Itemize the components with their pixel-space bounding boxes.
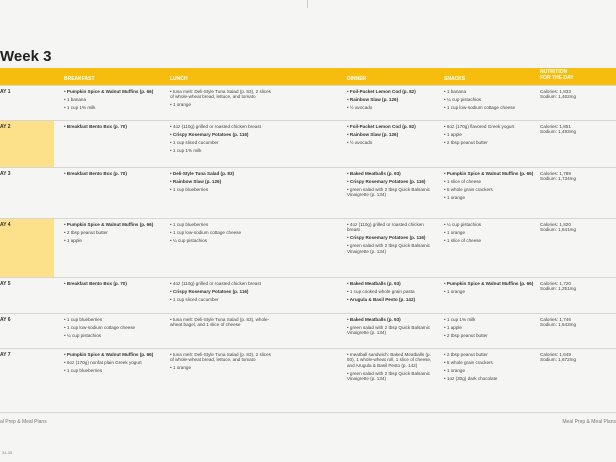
snacks-cell bbox=[444, 222, 536, 246]
meal-item: • ½ avocado bbox=[347, 140, 373, 145]
nutrition-cell bbox=[540, 352, 614, 363]
meal-item: • green salad with 2 tbsp Quick Balsamic Vinaigrette (p. 134) bbox=[347, 187, 431, 198]
meal-item: • 2 tbsp peanut butter bbox=[444, 140, 488, 145]
row-divider bbox=[0, 412, 616, 413]
header-nutrition bbox=[540, 69, 573, 81]
meal-item: • Baked Meatballs (p. 93) bbox=[347, 171, 401, 176]
nutrition-cell bbox=[540, 222, 614, 233]
meal-item: • 1 slice of cheese bbox=[444, 238, 482, 243]
meal-item: • 1 slice of cheese bbox=[444, 179, 482, 184]
meal-item: • ¼ cup pistachios bbox=[170, 238, 208, 243]
snacks-cell bbox=[444, 281, 536, 297]
page-title: Week 3 bbox=[0, 48, 52, 65]
row-divider bbox=[0, 218, 616, 219]
meal-item: • 1 cup low-sodium cottage cheese bbox=[170, 230, 242, 235]
lunch-cell bbox=[170, 89, 275, 110]
meal-item: • 1 orange bbox=[444, 195, 466, 200]
meal-item: • 1 orange bbox=[444, 368, 466, 373]
day-label: AY 3 bbox=[0, 171, 11, 177]
lunch-cell bbox=[170, 124, 275, 156]
day-label: AY 4 bbox=[0, 222, 11, 228]
breakfast-cell bbox=[64, 281, 160, 289]
meal-item: • 1 cup sliced cucumber bbox=[170, 297, 219, 302]
meal-item: • tuna melt: Deli-Style Tuna Salad (p. 83), 2 slices of whole-wheat bread, lettuce, and tomato bbox=[170, 352, 271, 363]
meal-item: • Pumpkin Spice & Walnut Muffins (p. 66) bbox=[64, 352, 154, 357]
meal-item: • 6oz (170g) flavored Greek yogurt bbox=[444, 124, 515, 129]
meal-item: • Crispy Rosemary Potatoes (p. 116) bbox=[347, 179, 426, 184]
sodium-value: Sodium: 1,251mg bbox=[540, 286, 577, 292]
dinner-cell bbox=[347, 352, 437, 384]
meal-item: • 5 whole grain crackers bbox=[444, 187, 493, 192]
meal-item: • Crispy Rosemary Potatoes (p. 116) bbox=[170, 132, 249, 137]
meal-item: • meatball sandwich: Baked Meatballs (p. 93), 1 whole-wheat roll, 1 slice of cheese, and Arugula & Basil Pesto (p. 142) bbox=[347, 352, 432, 368]
snacks-cell bbox=[444, 124, 536, 148]
meal-item: • 4oz (110g) grilled or roasted chicken breast bbox=[170, 124, 261, 129]
meal-item: • ¼ cup pistachios bbox=[64, 333, 102, 338]
meal-item: • 1 orange bbox=[170, 102, 192, 108]
meal-item: • 1 cup blueberries bbox=[64, 368, 103, 373]
breakfast-cell bbox=[64, 352, 160, 376]
meal-item: • Arugula & Basil Pesto (p. 142) bbox=[347, 297, 416, 302]
lunch-cell bbox=[170, 222, 275, 246]
calories-value: Calories: 1,833 bbox=[540, 89, 571, 94]
row-divider bbox=[0, 167, 616, 168]
header-breakfast: BREAKFAST bbox=[64, 76, 95, 82]
header-dinner: DINNER bbox=[347, 76, 367, 82]
meal-item: • 1 apple bbox=[64, 238, 82, 243]
sodium-value: Sodium: 1,493mg bbox=[540, 129, 577, 135]
footer-right: Meal Prep & Meal Plans bbox=[562, 419, 616, 425]
nutrition-cell bbox=[540, 171, 614, 182]
meal-item: • 1 cup 1% milk bbox=[64, 105, 96, 110]
meal-item: • Breakfast Bento Box (p. 70) bbox=[64, 171, 127, 176]
meal-item: • 1 cup blueberries bbox=[64, 317, 103, 322]
meal-item: • 2 tbsp peanut butter bbox=[444, 352, 488, 357]
lunch-cell bbox=[170, 171, 275, 195]
lunch-cell bbox=[170, 352, 275, 373]
meal-item: • Foil-Packet Lemon Cod (p. 82) bbox=[347, 89, 416, 94]
meal-item: • 1 orange bbox=[444, 230, 466, 235]
dinner-cell bbox=[347, 281, 437, 305]
row-divider bbox=[0, 120, 616, 121]
meal-item: • 5 whole grain crackers bbox=[444, 360, 493, 365]
meal-item: • 2 tbsp peanut butter bbox=[64, 230, 108, 235]
meal-item: • Crispy Rosemary Potatoes (p. 116) bbox=[347, 235, 426, 241]
snacks-cell bbox=[444, 352, 536, 384]
meal-item: • Pumpkin Spice & Walnut Muffins (p. 66) bbox=[64, 222, 154, 227]
meal-item: • tuna melt: Deli-Style Tuna Salad (p. 83), 2 slices of whole-wheat bread, lettuce, and tomato bbox=[170, 89, 271, 100]
meal-item: • 1 cup cooked whole grain pasta bbox=[347, 289, 415, 294]
table-header bbox=[0, 68, 616, 85]
meal-item: • 1 orange bbox=[444, 289, 466, 294]
meal-item: • 2 tbsp peanut butter bbox=[444, 333, 488, 338]
dinner-cell bbox=[347, 317, 437, 338]
snacks-cell bbox=[444, 171, 536, 203]
breakfast-cell bbox=[64, 171, 160, 179]
meal-item: • Deli-Style Tuna Salad (p. 83) bbox=[170, 171, 235, 176]
meal-item: • 1 cup 1% milk bbox=[444, 317, 476, 322]
page-fold-mark bbox=[307, 0, 308, 8]
row-divider bbox=[0, 348, 616, 349]
header-snacks: SNACKS bbox=[444, 76, 466, 82]
meal-item: • 1 cup sliced cucumber bbox=[170, 140, 219, 145]
breakfast-cell bbox=[64, 124, 160, 132]
day-label: AY 5 bbox=[0, 281, 11, 287]
meal-item: • 1 apple bbox=[444, 132, 462, 137]
row-divider bbox=[0, 277, 616, 278]
day-label: AY 1 bbox=[0, 89, 11, 95]
calories-value: Calories: 1,649 bbox=[540, 352, 571, 357]
dinner-cell bbox=[347, 89, 437, 113]
sodium-value: Sodium: 1,734mg bbox=[540, 176, 577, 182]
row-divider bbox=[0, 85, 616, 86]
nutrition-cell bbox=[540, 89, 614, 100]
footer-left: al Prep & Meal Plans bbox=[0, 419, 47, 425]
nutrition-cell bbox=[540, 124, 614, 135]
nutrition-cell bbox=[540, 281, 614, 292]
meal-item: • 1 banana bbox=[64, 97, 87, 102]
lunch-cell bbox=[170, 317, 275, 330]
meal-item: • green salad with 2 tbsp Quick Balsamic Vinaigrette (p. 134) bbox=[347, 243, 431, 254]
meal-item: • Baked Meatballs (p. 93) bbox=[347, 281, 401, 286]
meal-item: • 1 orange bbox=[170, 365, 192, 371]
meal-item: • 6oz (170g) nonfat plain Greek yogurt bbox=[64, 360, 142, 365]
lunch-cell bbox=[170, 281, 275, 305]
meal-item: • tuna melt: Deli-Style Tuna Salad (p. 83), whole-wheat bagel, and 1 slice of cheese bbox=[170, 317, 270, 328]
meal-item: • 4oz (110g) grilled or roasted chicken breast bbox=[347, 222, 424, 233]
dinner-cell bbox=[347, 171, 437, 200]
meal-item: • green salad with 2 tbsp Quick Balsamic Vinaigrette (p. 134) bbox=[347, 370, 431, 382]
dinner-cell bbox=[347, 124, 437, 148]
meal-item: • 1oz (30g) dark chocolate bbox=[444, 376, 498, 381]
calories-value: Calories: 1,820 bbox=[540, 222, 571, 227]
breakfast-cell bbox=[64, 222, 160, 246]
dinner-cell bbox=[347, 222, 437, 257]
meal-item: • Rainbow Slaw (p. 126) bbox=[347, 132, 399, 137]
meal-item: • 1 apple bbox=[444, 325, 462, 330]
day-label: AY 6 bbox=[0, 317, 11, 323]
sodium-value: Sodium: 1,672mg bbox=[540, 357, 577, 363]
meal-item: • Baked Meatballs (p. 93) bbox=[347, 317, 401, 322]
calories-value: Calories: 1,789 bbox=[540, 171, 571, 176]
meal-item: • 1 cup blueberries bbox=[170, 222, 209, 227]
sodium-value: Sodium: 1,641mg bbox=[540, 227, 577, 233]
meal-item: • green salad with 2 tbsp Quick Balsamic Vinaigrette (p. 134) bbox=[347, 325, 431, 336]
meal-item: • 1 cup blueberries bbox=[170, 187, 209, 192]
calories-value: Calories: 1,851 bbox=[540, 124, 571, 129]
meal-item: • 1 cup low-sodium cottage cheese bbox=[64, 325, 136, 330]
page-number: 34-35 bbox=[2, 450, 13, 455]
snacks-cell bbox=[444, 317, 536, 341]
snacks-cell bbox=[444, 89, 536, 113]
meal-item: • ¼ cup pistachios bbox=[444, 97, 482, 102]
meal-item: • Crispy Rosemary Potatoes (p. 116) bbox=[170, 289, 249, 294]
meal-item: • Foil-Packet Lemon Cod (p. 82) bbox=[347, 124, 416, 129]
calories-value: Calories: 1,746 bbox=[540, 317, 571, 322]
meal-item: • Breakfast Bento Box (p. 70) bbox=[64, 281, 127, 286]
meal-item: • Breakfast Bento Box (p. 70) bbox=[64, 124, 127, 129]
day-label: AY 7 bbox=[0, 352, 11, 358]
meal-item: • Rainbow Slaw (p. 126) bbox=[170, 179, 222, 184]
sodium-value: Sodium: 1,643mg bbox=[540, 322, 577, 328]
day-label: AY 2 bbox=[0, 124, 11, 130]
breakfast-cell bbox=[64, 89, 160, 113]
meal-item: • Pumpkin Spice & Walnut Muffins (p. 66) bbox=[444, 281, 534, 286]
meal-item: • 1 cup 1% milk bbox=[170, 148, 202, 153]
meal-item: • Pumpkin Spice & Walnut Muffins (p. 66) bbox=[64, 89, 154, 94]
row-divider bbox=[0, 313, 616, 314]
calories-value: Calories: 1,720 bbox=[540, 281, 571, 286]
breakfast-cell bbox=[64, 317, 160, 341]
meal-item: • ½ avocado bbox=[347, 105, 373, 110]
meal-item: • 4oz (110g) grilled or roasted chicken breast bbox=[170, 281, 261, 286]
meal-item: • 1 cup low-sodium cottage cheese bbox=[444, 105, 516, 110]
sodium-value: Sodium: 1,462mg bbox=[540, 94, 577, 100]
header-lunch: LUNCH bbox=[170, 76, 188, 82]
meal-item: • ¼ cup pistachios bbox=[444, 222, 482, 227]
meal-item: • 1 banana bbox=[444, 89, 467, 94]
meal-item: • Pumpkin Spice & Walnut Muffins (p. 66) bbox=[444, 171, 534, 176]
nutrition-cell bbox=[540, 317, 614, 328]
meal-item: • Rainbow Slaw (p. 126) bbox=[347, 97, 399, 102]
header-nutrition-line2: FOR THE DAY bbox=[540, 75, 574, 81]
header-nutrition-line1: NUTRITION bbox=[540, 69, 568, 75]
